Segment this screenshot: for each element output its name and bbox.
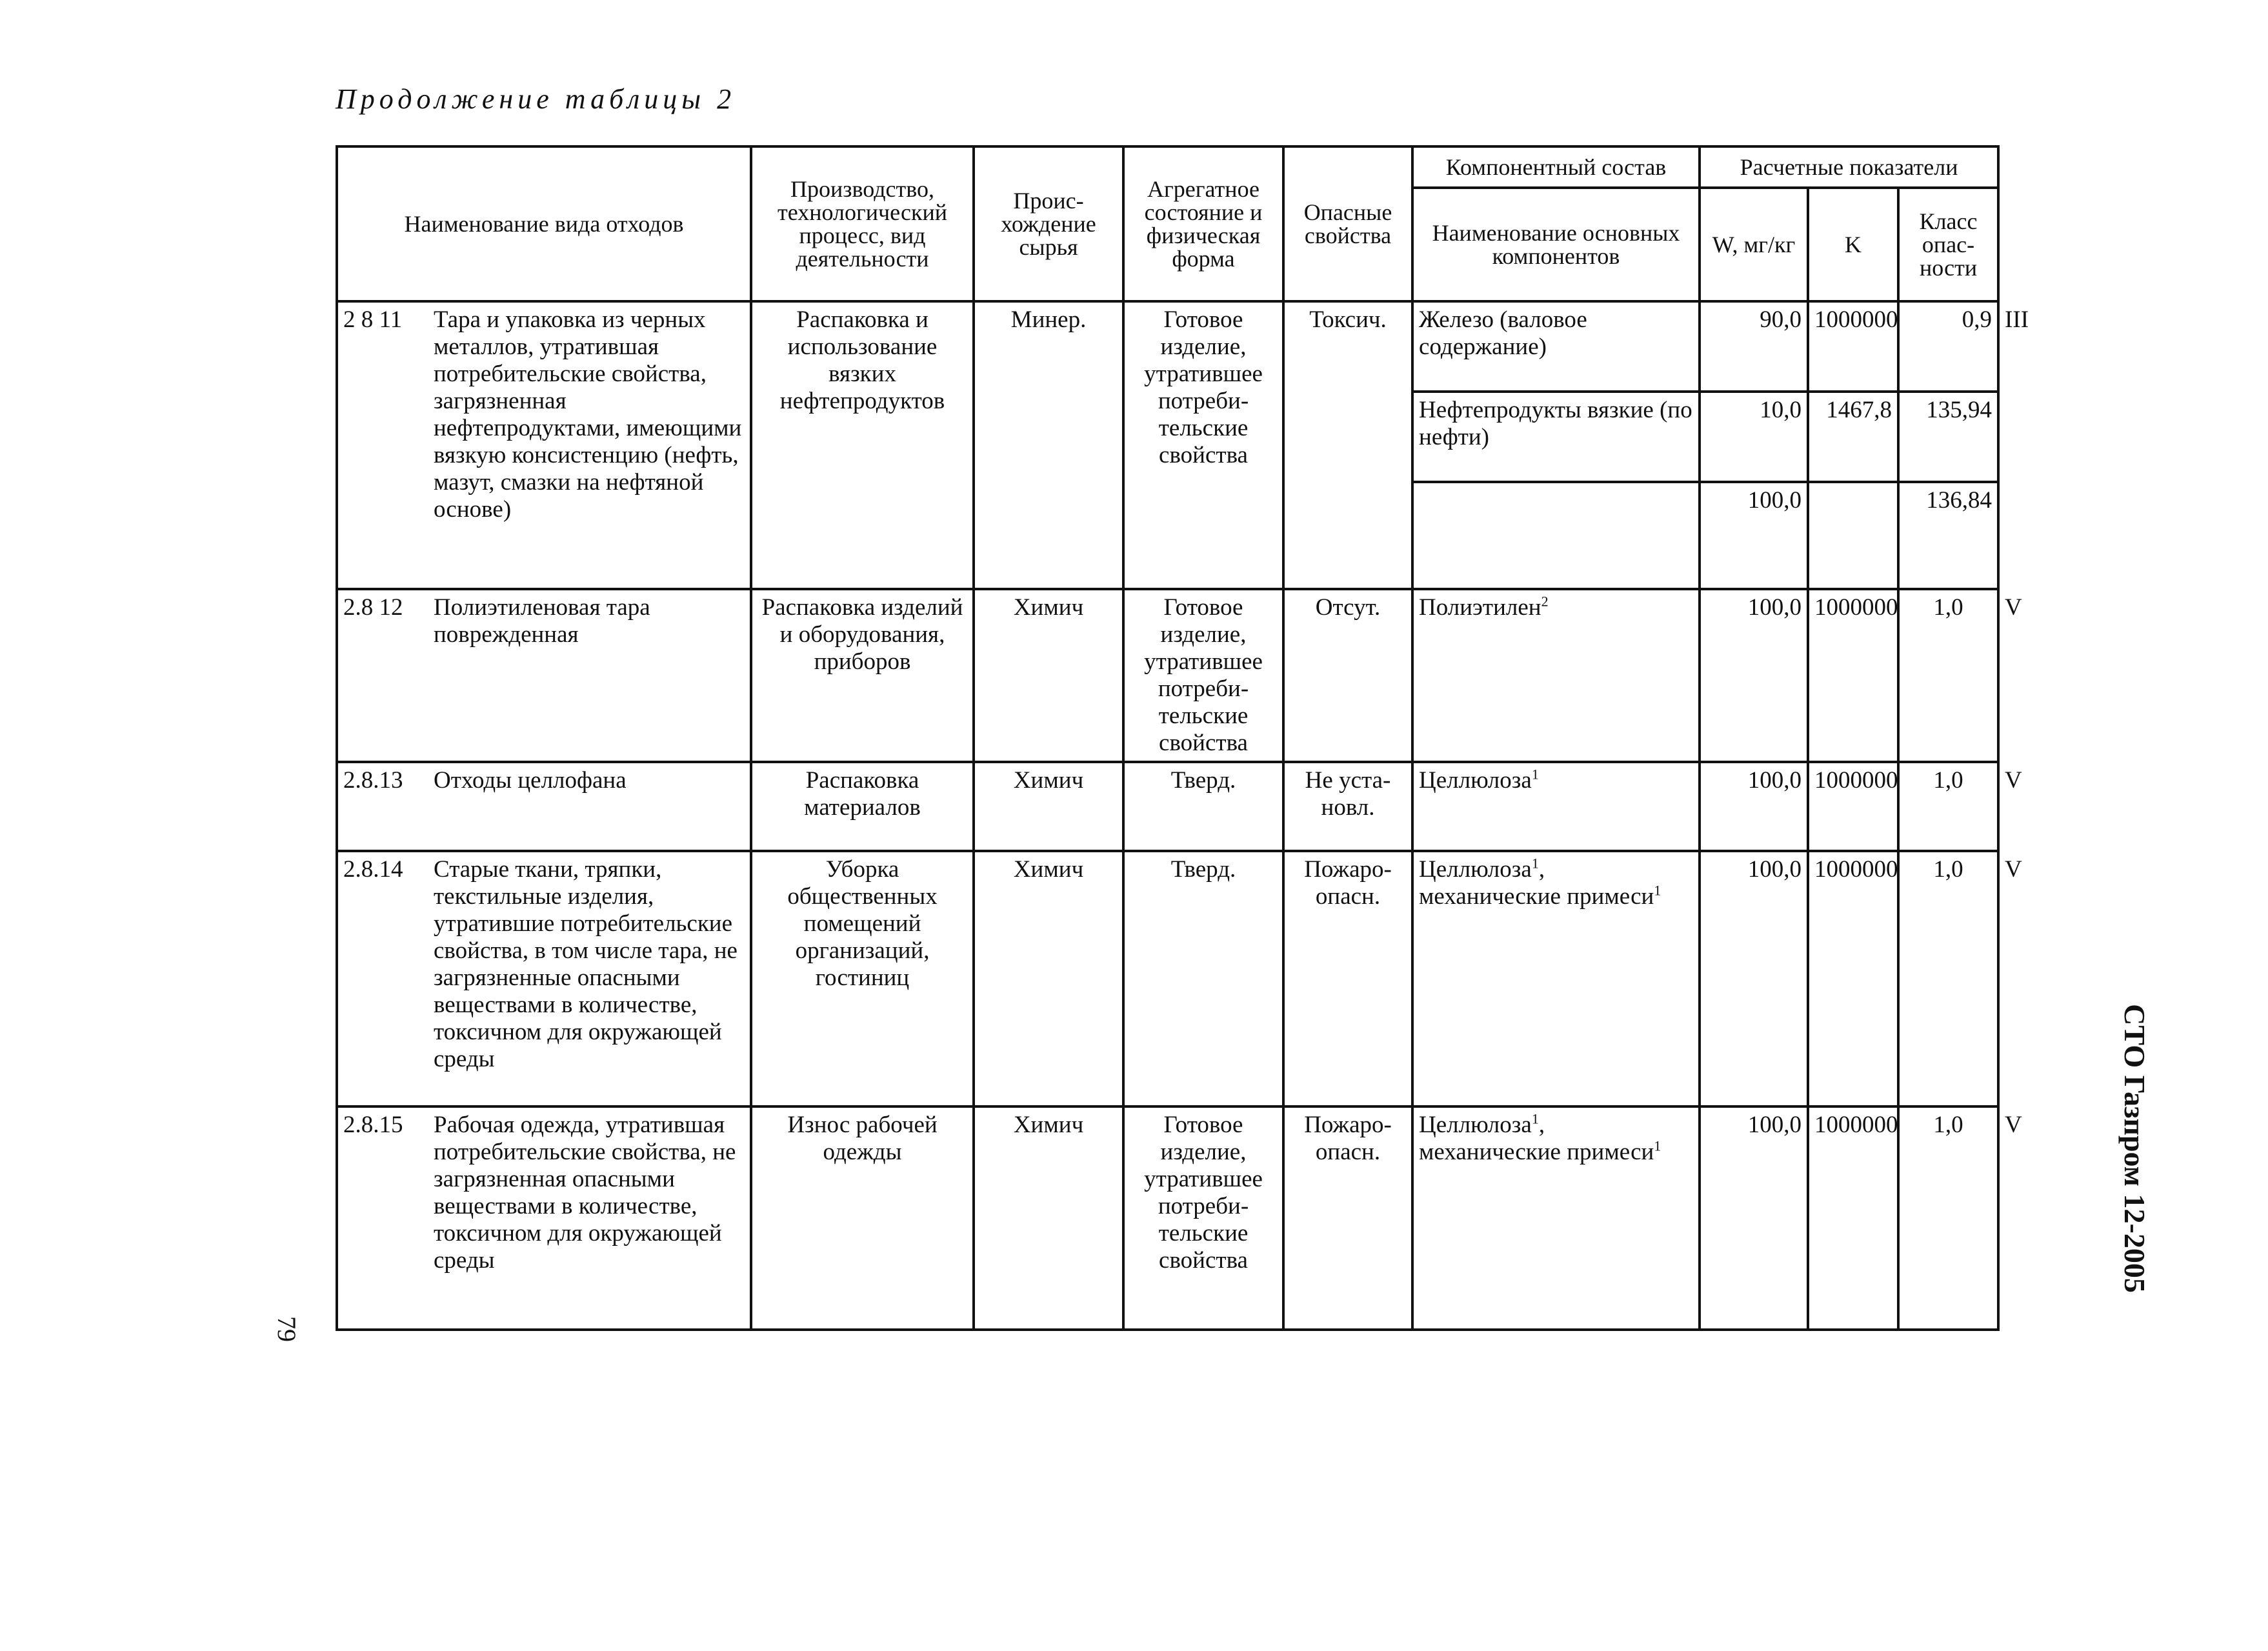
component-c: 10,0 [1700, 392, 1808, 482]
row-code: 2.8.13 [337, 762, 428, 851]
component-w: 1000000 [1808, 1106, 1898, 1330]
component-c: 100,0 [1700, 589, 1808, 762]
row-code: 2.8.14 [337, 851, 428, 1106]
row-name: Отходы целлофана [428, 762, 751, 851]
header-origin: Проис-хождение сырья [974, 146, 1123, 301]
row-name: Рабочая одежда, утратившая потребительские свойства, не загрязненная опасными веществами в количестве, токсичном для окружающей среды [428, 1106, 751, 1330]
component-c: 100,0 [1700, 482, 1808, 589]
table-row: 2.8.14 Старые ткани, тряпки, текстильные изделия, утратившие потребительские свойства, в том числе тара, не загрязненные опасными веществами в количестве, токсичном для окружающей среды Уборка общественных помещений организаций, гостиниц Химич Тверд. Пожаро-опасн. Целлюлоза$^1$, механические примеси$^1$ 100,0 1000000 1,0 V [337, 851, 1998, 1106]
waste-table [336, 145, 2029, 1331]
page-number: 79 [272, 1316, 301, 1342]
header-component-name: Наименование основных компонентов [1412, 188, 1700, 301]
component-k: 0,9 [1898, 301, 1998, 392]
component-w: 1000000 [1808, 851, 1898, 1106]
component-c: 100,0 [1700, 1106, 1808, 1330]
component-k: 1,0 [1898, 762, 1998, 851]
header-row-1 [337, 146, 1998, 188]
row-origin: Химич [974, 762, 1123, 851]
row-state: Тверд. [1123, 762, 1283, 851]
row-production: Износ рабочей одежды [751, 1106, 974, 1330]
row-hazard: Не уста-новл. [1283, 762, 1412, 851]
component-c: 90,0 [1700, 301, 1808, 392]
table-row: 2.8.13 Отходы целлофана Распаковка материалов Химич Тверд. Не уста-новл. Целлюлоза$^1$ 100,0 1000000 1,0 V [337, 762, 1998, 851]
header-state: Агрегатное состояние и физическая форма [1123, 146, 1283, 301]
component-name: Нефтепродукты вязкие (по нефти) [1412, 392, 1700, 482]
component-name: Целлюлоза$^1$ [1412, 762, 1700, 851]
component-w: 1000000 [1808, 589, 1898, 762]
row-name: Тара и упаковка из черных металлов, утратившая потребительские свойства, загрязненная нефтепродуктами, имеющими вязкую консистенцию (нефть, мазут, смазки на нефтяной основе) [428, 301, 751, 589]
header-component-group: Компонентный состав [1412, 146, 1700, 188]
component-name: Целлюлоза$^1$, механические примеси$^1$ [1412, 1106, 1700, 1330]
header-class: Класс опас-ности [1898, 188, 1998, 301]
component-k: 135,94 [1898, 392, 1998, 482]
component-name [1412, 482, 1700, 589]
row-hazard: Токсич. [1283, 301, 1412, 589]
table-row: 2 8 11 Тара и упаковка из черных металлов, утратившая потребительские свойства, загрязненная нефтепродуктами, имеющими вязкую консистенцию (нефть, мазут, смазки на нефтяной основе) Распаковка и использование вязких нефтепродуктов Минер. Готовое изделие, утратившее потреби-тельские свойства Токсич. Железо (валовое содержание) 90,0 1000000 0,9 III [337, 301, 1998, 392]
row-hazard: Пожаро-опасн. [1283, 851, 1412, 1106]
header-name: Наименование вида отходов [337, 146, 751, 301]
row-name: Полиэтиленовая тара поврежденная [428, 589, 751, 762]
row-origin: Химич [974, 589, 1123, 762]
row-origin: Химич [974, 851, 1123, 1106]
row-hazard: Отсут. [1283, 589, 1412, 762]
standard-code: СТО Газпром 12-2005 [2118, 1004, 2151, 1293]
row-origin: Химич [974, 1106, 1123, 1330]
header-w: W, мг/кг [1700, 188, 1808, 301]
row-state: Готовое изделие, утратившее потреби-тельские свойства [1123, 301, 1283, 589]
row-code: 2.8.15 [337, 1106, 428, 1330]
component-k: 1,0 [1898, 1106, 1998, 1330]
component-w: 1000000 [1808, 301, 1898, 392]
row-code: 2 8 11 [337, 301, 428, 392]
component-w [1808, 482, 1898, 589]
component-c: 100,0 [1700, 851, 1808, 1106]
row-state: Готовое изделие, утратившее потреби-тельские свойства [1123, 1106, 1283, 1330]
header-calc-group: Расчетные показатели [1700, 146, 1998, 188]
row-production: Распаковка изделий и оборудования, приборов [751, 589, 974, 762]
component-name: Полиэтилен$^2$ [1412, 589, 1700, 762]
component-w: 1467,8 [1808, 392, 1898, 482]
row-name: Старые ткани, тряпки, текстильные изделия, утратившие потребительские свойства, в том числе тара, не загрязненные опасными веществами в количестве, токсичном для окружающей среды [428, 851, 751, 1106]
component-name: Целлюлоза$^1$, механические примеси$^1$ [1412, 851, 1700, 1106]
row-origin: Минер. [974, 301, 1123, 589]
row-state: Тверд. [1123, 851, 1283, 1106]
header-production: Производство, технологический процесс, вид деятельности [751, 146, 974, 301]
row-production: Уборка общественных помещений организаций, гостиниц [751, 851, 974, 1106]
component-w: 1000000 [1808, 762, 1898, 851]
header-k: K [1808, 188, 1898, 301]
header-hazard: Опасные свойства [1283, 146, 1412, 301]
row-code: 2.8 12 [337, 589, 428, 762]
component-k: 136,84 [1898, 482, 1998, 589]
table-caption: Продолжение таблицы 2 [336, 83, 736, 115]
table-row: 2.8 12 Полиэтиленовая тара поврежденная Распаковка изделий и оборудования, приборов Химич Готовое изделие, утратившее потреби-тельские свойства Отсут. Полиэтилен$^2$ 100,0 1000000 1,0 V [337, 589, 1998, 762]
component-k: 1,0 [1898, 851, 1998, 1106]
row-state: Готовое изделие, утратившее потреби-тельские свойства [1123, 589, 1283, 762]
component-k: 1,0 [1898, 589, 1998, 762]
row-hazard: Пожаро-опасн. [1283, 1106, 1412, 1330]
component-c: 100,0 [1700, 762, 1808, 851]
component-name: Железо (валовое содержание) [1412, 301, 1700, 392]
table-row: 2.8.15 Рабочая одежда, утратившая потребительские свойства, не загрязненная опасными веществами в количестве, токсичном для окружающей среды Износ рабочей одежды Химич Готовое изделие, утратившее потреби-тельские свойства Пожаро-опасн. Целлюлоза$^1$, механические примеси$^1$ 100,0 1000000 1,0 V [337, 1106, 1998, 1330]
row-production: Распаковка и использование вязких нефтепродуктов [751, 301, 974, 589]
row-production: Распаковка материалов [751, 762, 974, 851]
